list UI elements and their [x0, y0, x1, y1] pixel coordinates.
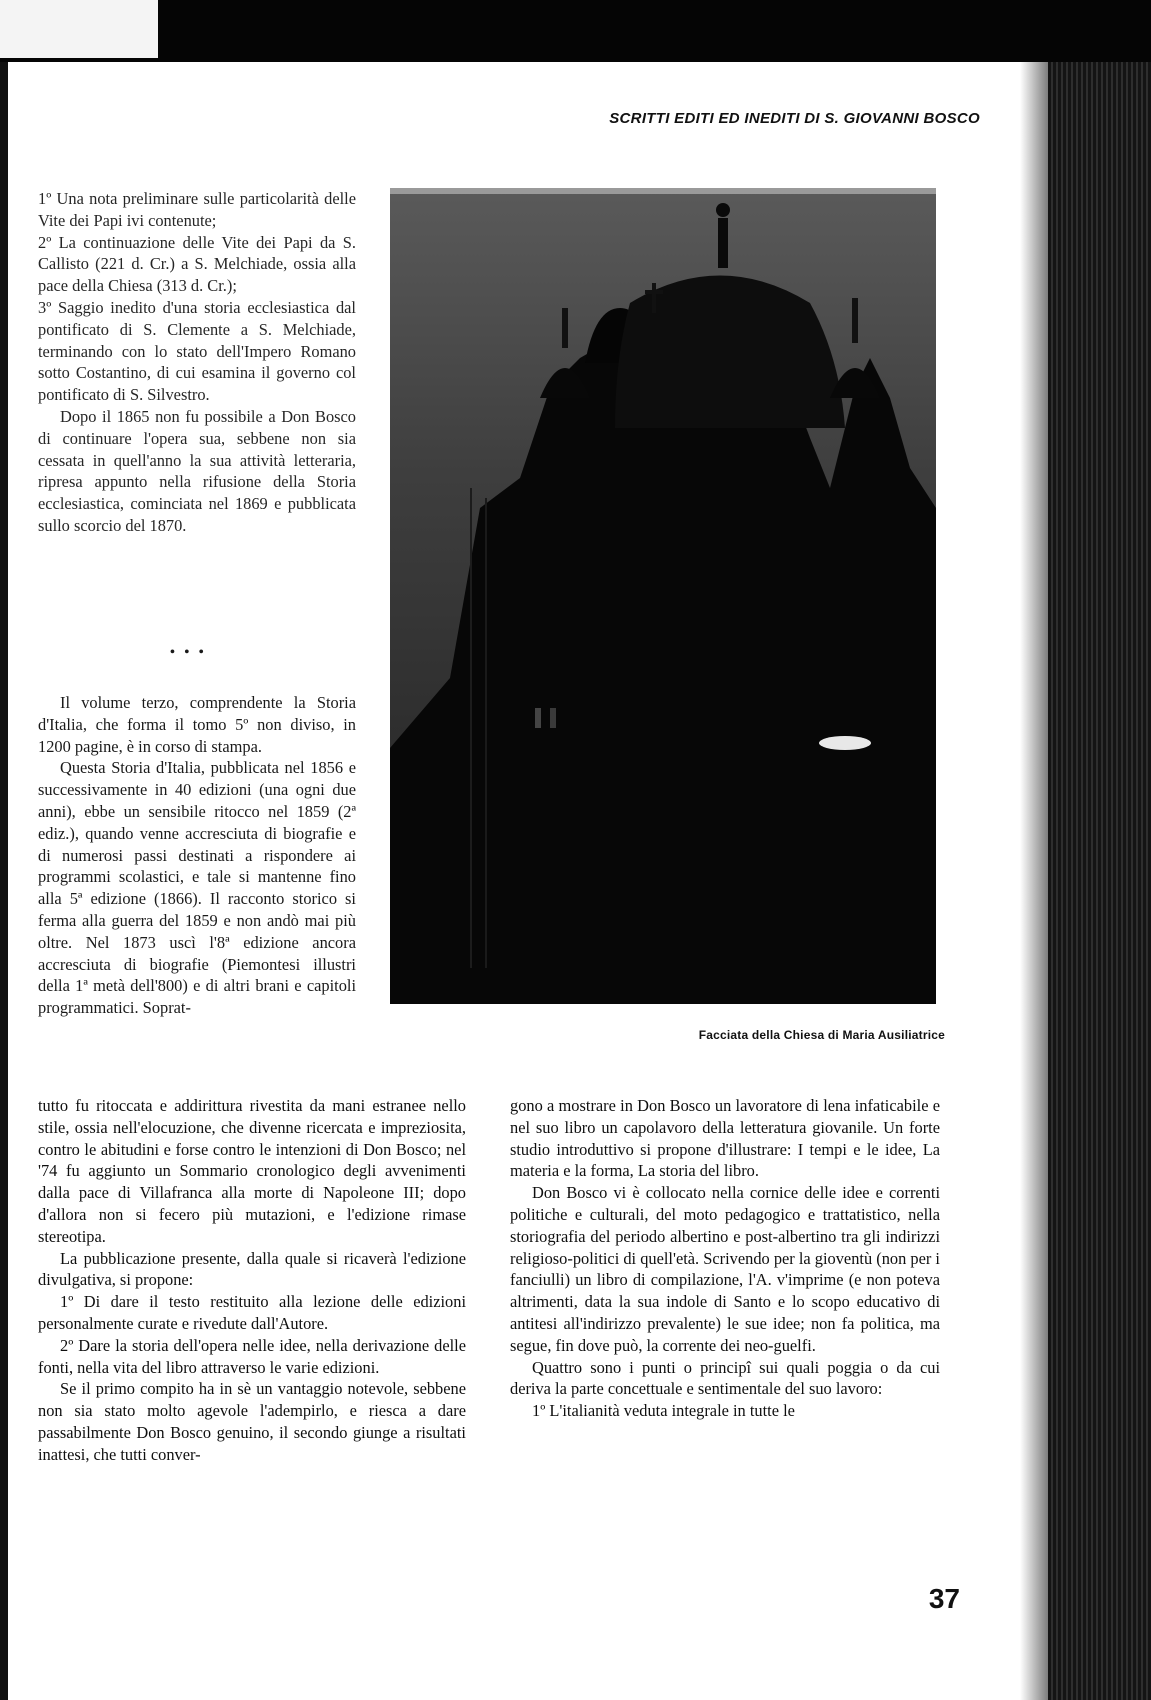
paragraph: Dopo il 1865 non fu possibile a Don Bosco di continuare l'opera sua, sebbene non sia cessata in quell'anno la sua attività letteraria, ripresa appunto nella rifusione della Storia ecclesiastica, cominciata nel 1869 e pubblicata sullo scorcio del 1870.	[38, 406, 356, 535]
paragraph: tutto fu ritoccata e addirittura rivestita da mani estranee nello stile, ossia nell'elocuzione, che divenne ricercata e impreziosita, contro le abitudini e forse contro le intenzioni di Don Bosco; nel '74 fu aggiunto un Sommario cronologico degli avvenimenti dalla pace di Villafranca alla morte di Napoleone III; dopo d'allora non si fecero più mutazioni, e l'edizione rimase stereotipa.	[38, 1096, 466, 1246]
paragraph: 1º L'italianità veduta integrale in tutte le	[532, 1401, 795, 1421]
paragraph: 2º La continuazione delle Vite dei Papi da S. Callisto (221 d. Cr.) a S. Melchiade, ossia alla pace della Chiesa (313 d. Cr.);	[38, 232, 356, 296]
paragraph: 1º Una nota preliminare sulle particolarità delle Vite dei Papi ivi contenute;	[38, 189, 356, 230]
paragraph: 3º Saggio inedito d'una storia ecclesiastica dal pontificato di S. Clemente a S. Melchiade, terminando con lo stato dell'Impero Romano sotto Costantino, di cui esamina il governo col pontificato di S. Silvestro.	[38, 297, 356, 405]
paragraph: Don Bosco vi è collocato nella cornice delle idee e correnti politiche e culturali, del moto pedagogico e trattatistico, nella storiografia del periodo albertino e post-albertino tra gli indirizzi religioso-politici di quell'età. Scrivendo per la gioventù (non per i fanciulli) un libro di compilazione, l'A. v'imprime (e non poteva altrimenti, data la sua indole di Santo e lo scopo educativo di antitesi all'indirizzo prevalente) le sue idee; non fa politica, ma segue, fin dove può, la corrente dei neo-guelfi.	[510, 1183, 940, 1355]
left-column-middle	[38, 692, 356, 1019]
scan-corner-light	[0, 0, 158, 58]
paragraph: Se il primo compito ha in sè un vantaggio notevole, sebbene non sia stato molto agevole l'adempirlo, e riesca a dare passabilmente Don Bosco genuino, il secondo giunge a risultati inattesi, che tutti conver-	[38, 1379, 466, 1464]
paragraph: 1º Di dare il testo restituito alla lezione delle edizioni personalmente curate e rivedute dall'Autore.	[38, 1292, 466, 1333]
scan-shadow-right	[1020, 62, 1050, 1700]
paragraph: La pubblicazione presente, dalla quale si ricaverà l'edizione divulgativa, si propone:	[38, 1248, 466, 1290]
paragraph: 2º Dare la storia dell'opera nelle idee, nella derivazione delle fonti, nella vita del libro attraverso le varie edizioni.	[38, 1335, 466, 1377]
paragraph: Questa Storia d'Italia, pubblicata nel 1856 e successivamente in 40 edizioni (una ogni due anni), ebbe un sensibile ritocco nel 1859 (2ª ediz.), quando venne accresciuta di biografie e di numerosi passi destinati a rispondere ai programmi scolastici, e tale si mantenne fino alla 5ª edizione (1866). Il racconto storico si ferma alla guerra del 1859 e non andò mai più oltre. Nel 1873 uscì l'8ª edizione ancora accresciuta di biografie (Piemontesi illustri della 1ª metà dell'800) e di altri brani e capitoli programmatici. Soprat-	[38, 758, 356, 1018]
page-number: 37	[928, 1583, 960, 1614]
paragraph: Il volume terzo, comprendente la Storia d'Italia, che forma il tomo 5º non diviso, in 1200 pagine, è in corso di stampa.	[38, 693, 356, 756]
scan-border-top	[0, 0, 1151, 62]
church-silhouette-image	[390, 188, 936, 1004]
section-separator: • • •	[170, 645, 207, 660]
running-head: SCRITTI EDITI ED INEDITI DI S. GIOVANNI BOSCO	[609, 110, 980, 127]
church-facade-photo	[390, 188, 936, 1004]
scan-border-left	[0, 62, 8, 1700]
left-column-bottom	[38, 1095, 466, 1466]
right-column-bottom	[510, 1095, 940, 1422]
photo-caption: Facciata della Chiesa di Maria Ausiliatrice	[698, 1028, 945, 1042]
paragraph: gono a mostrare in Don Bosco un lavoratore di lena infaticabile e nel suo libro un capolavoro della letteratura giovanile. Un forte studio introduttivo si propone d'illustrare: I tempi e le idee, La materia e la forma, La storia del libro.	[510, 1096, 940, 1181]
paragraph: Quattro sono i punti o principî sui quali poggia o da cui deriva la parte concettuale e sentimentale del suo lavoro:	[510, 1357, 940, 1399]
left-column-top	[38, 188, 356, 537]
scan-border-right	[1048, 62, 1151, 1700]
